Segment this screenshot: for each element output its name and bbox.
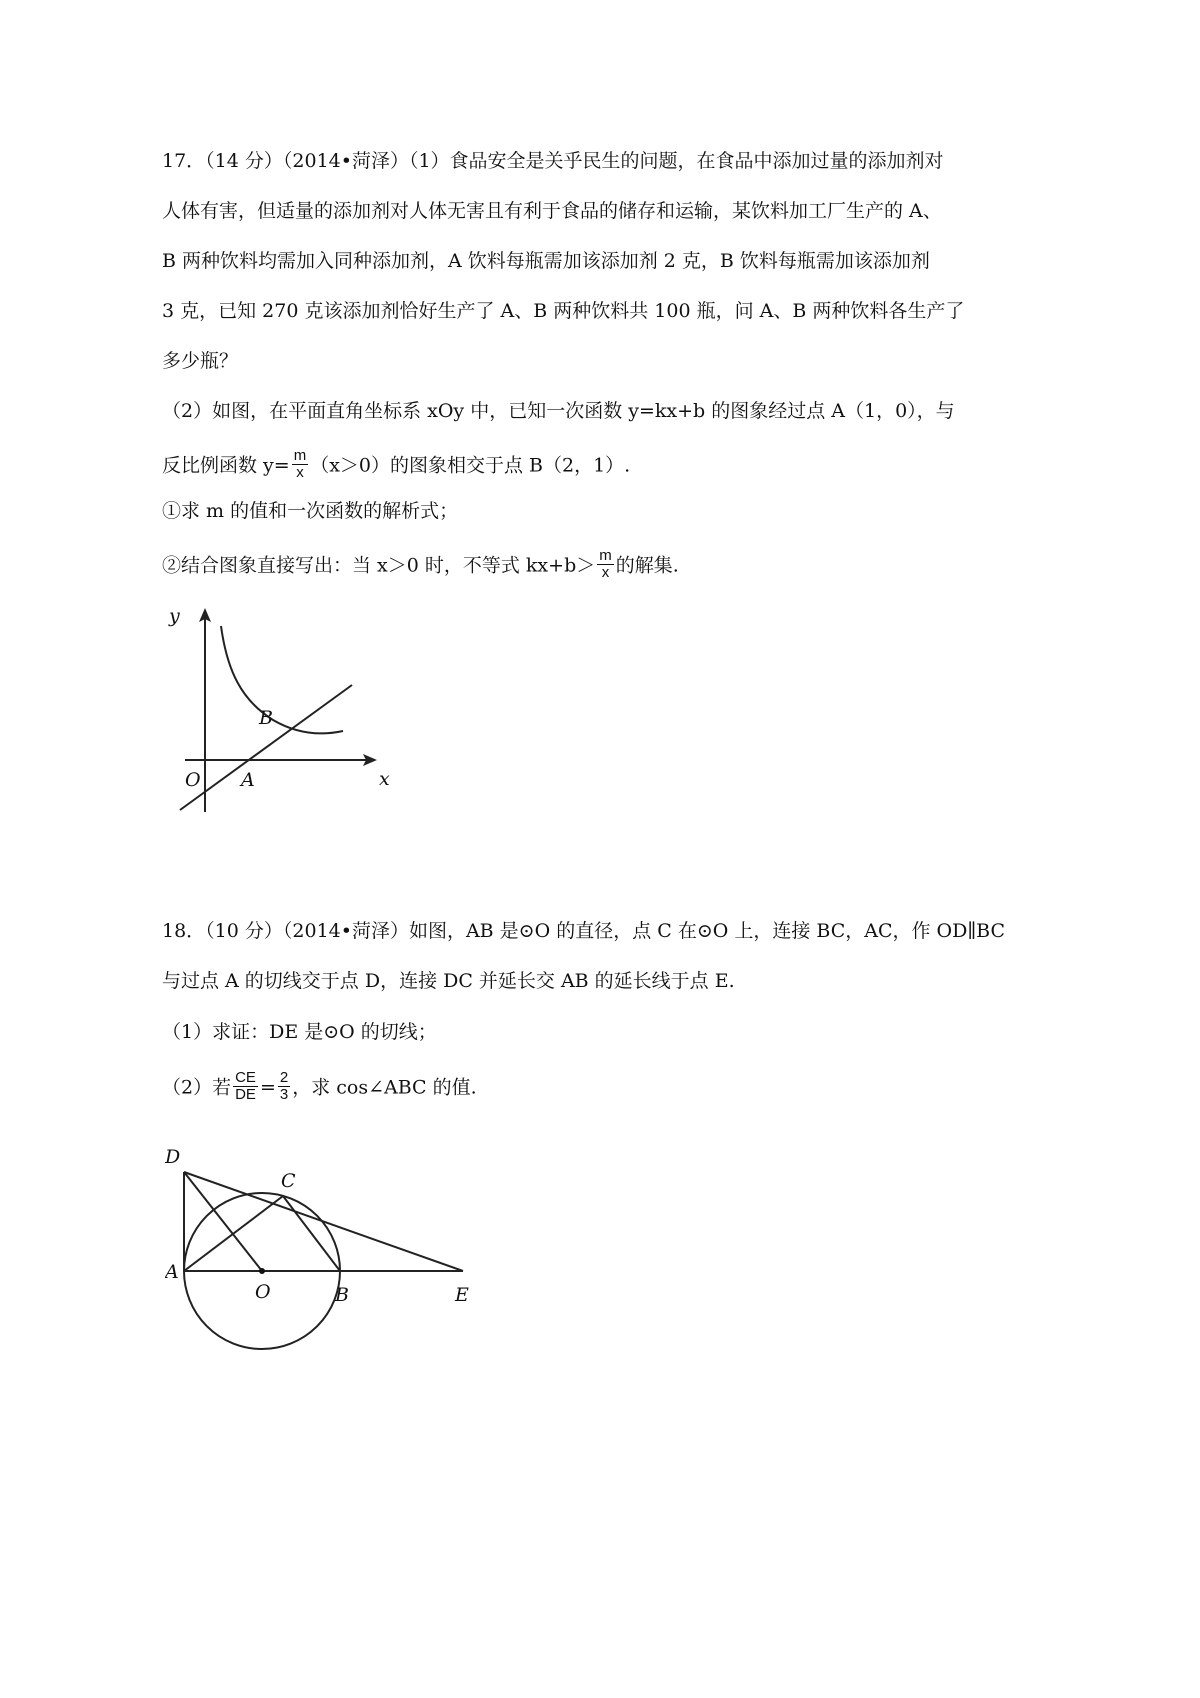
q17-line-6: （2）如图，在平面直角坐标系 xOy 中，已知一次函数 y=kx+b 的图象经过点 A（1，0），与 — [162, 400, 955, 422]
equals-sign: = — [259, 1076, 276, 1099]
q18-line-1: 18．（10 分）（2014•菏泽）如图，AB 是⊙O 的直径，点 C 在⊙O 上，连接 BC，AC，作 OD∥BC — [162, 920, 1005, 942]
label-x: x — [379, 768, 390, 790]
segment-ac — [184, 1196, 283, 1271]
q18-line-3: （1）求证：DE 是⊙O 的切线； — [162, 1021, 437, 1043]
fraction-denominator: x — [601, 564, 610, 581]
q17-line-9-pre: ②结合图象直接写出：当 x＞0 时，不等式 kx+b＞ — [162, 554, 596, 577]
fraction-m-over-x — [597, 548, 614, 581]
fraction-2-over-3 — [278, 1070, 290, 1103]
fraction-numerator: 2 — [279, 1069, 289, 1086]
q17-line-3: B 两种饮料均需加入同种添加剂，A 饮料每瓶需加该添加剂 2 克，B 饮料每瓶需加该添加剂 — [162, 250, 930, 272]
label-point-b: B — [259, 707, 273, 729]
q18-line-4 — [162, 1069, 477, 1105]
hyperbola-curve — [221, 626, 343, 733]
label-point-a: A — [165, 1261, 179, 1283]
label-point-e: E — [455, 1284, 469, 1306]
fraction-ce-over-de — [233, 1070, 258, 1103]
q17-figure — [155, 600, 405, 830]
center-dot — [259, 1268, 265, 1274]
q18-figure — [165, 1135, 485, 1350]
q17-line-7-pre: 反比例函数 y= — [162, 454, 290, 477]
fraction-denominator: x — [296, 464, 304, 481]
q17-line-9 — [162, 547, 679, 583]
q17-line-9-post: 的解集. — [615, 554, 679, 577]
fraction-denominator: DE — [235, 1086, 256, 1103]
fraction-denominator: 3 — [279, 1086, 289, 1103]
label-origin: O — [185, 769, 201, 791]
label-point-a: A — [241, 769, 255, 791]
label-point-o: O — [255, 1281, 271, 1303]
fraction-numerator: m — [293, 447, 307, 464]
q18-line-4-post: ，求 cos∠ABC 的值. — [292, 1076, 477, 1099]
label-y: y — [169, 605, 180, 627]
q18-line-2: 与过点 A 的切线交于点 D，连接 DC 并延长交 AB 的延长线于点 E. — [162, 970, 735, 992]
q17-line-1: 17．（14 分）（2014•菏泽）（1）食品安全是关乎民生的问题，在食品中添加过量的添加剂对 — [162, 150, 944, 172]
fraction-m-over-x — [292, 448, 309, 481]
segment-de — [184, 1172, 463, 1271]
q17-line-2: 人体有害，但适量的添加剂对人体无害且有利于食品的储存和运输，某饮料加工厂生产的 A、 — [162, 200, 942, 222]
label-point-d: D — [165, 1146, 181, 1168]
label-point-b: B — [335, 1284, 349, 1306]
fraction-numerator: CE — [235, 1069, 256, 1086]
label-point-c: C — [281, 1170, 296, 1192]
q17-line-4: 3 克，已知 270 克该添加剂恰好生产了 A、B 两种饮料共 100 瓶，问 A、B 两种饮料各生产了 — [162, 300, 965, 322]
q18-line-4-pre: （2）若 — [162, 1076, 232, 1099]
fraction-numerator: m — [599, 547, 612, 564]
q17-line-7 — [162, 447, 631, 483]
q17-line-8: ①求 m 的值和一次函数的解析式； — [162, 500, 459, 522]
q17-line-7-post: （x＞0）的图象相交于点 B（2，1）. — [310, 454, 631, 477]
q17-line-5: 多少瓶？ — [162, 350, 239, 372]
